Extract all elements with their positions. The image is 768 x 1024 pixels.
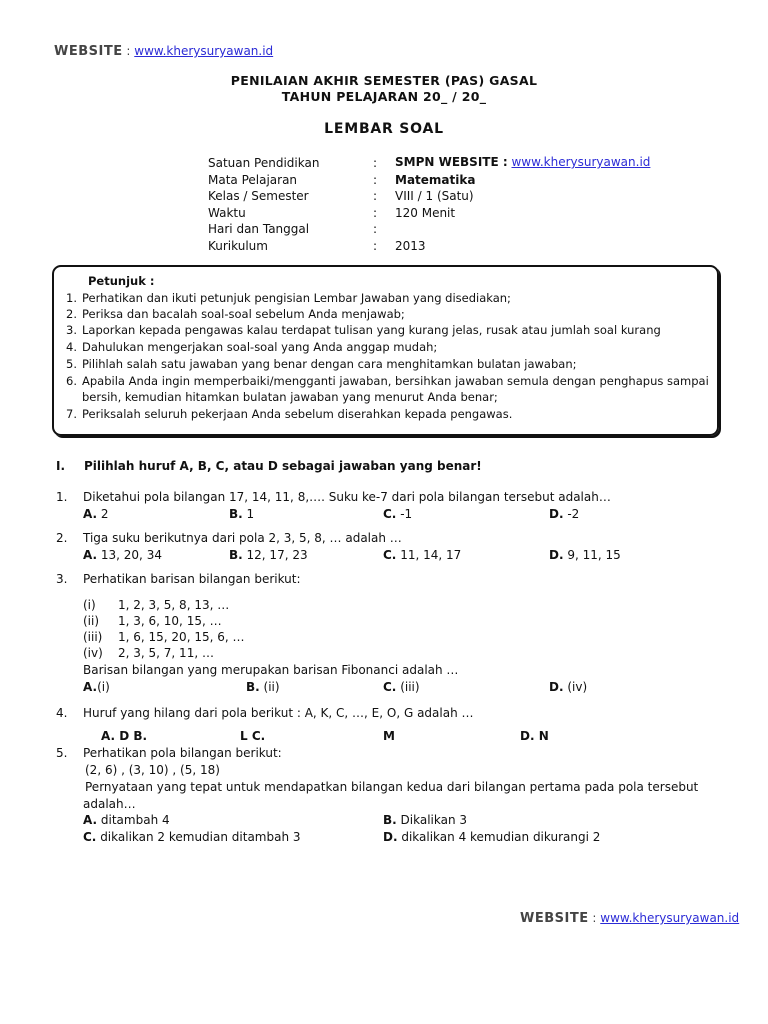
instruction-item (66, 374, 709, 388)
instruction-item (66, 357, 576, 371)
header-website (54, 44, 273, 59)
exam-heading: PENILAIAN AKHIR SEMESTER (PAS) GASAL (230, 73, 538, 88)
identity-label: Hari dan Tanggal (208, 222, 310, 236)
option-b[interactable] (229, 507, 254, 521)
identity-colon: : (373, 173, 378, 187)
option-d[interactable] (383, 830, 600, 844)
option-letter: B. (246, 680, 260, 694)
instruction-item (66, 407, 512, 421)
instruction-text: Dahulukan mengerjakan soal-soal yang Anda anggap mudah; (82, 340, 438, 354)
option-text: N (534, 729, 549, 743)
option-d[interactable] (520, 729, 549, 743)
question-text: Diketahui pola bilangan 17, 14, 11, 8,…. Suku ke-7 dari pola bilangan tersebut adalah… (83, 490, 611, 504)
identity-value: VIII / 1 (Satu) (395, 189, 474, 203)
question-prompt: Pernyataan yang tepat untuk mendapatkan bilangan kedua dari bilangan pertama pada pola tersebut (85, 780, 699, 794)
option-a[interactable] (83, 507, 109, 521)
option-text: (iii) (396, 680, 420, 694)
instruction-text: Apabila Anda ingin memperbaiki/mengganti jawaban, bersihkan jawaban semula dengan penghapus sampai (82, 374, 709, 388)
instruction-number: 6. (66, 374, 77, 388)
instruction-number: 3. (66, 323, 77, 337)
instruction-item (66, 291, 511, 305)
identity-label: Satuan Pendidikan (208, 156, 320, 170)
option-letter: C. (83, 830, 97, 844)
option-letter: A. D (101, 729, 130, 743)
option-text: dikalikan 2 kemudian ditambah 3 (96, 830, 301, 844)
identity-value (395, 155, 650, 169)
instruction-number: 1. (66, 291, 77, 305)
option-d[interactable] (549, 507, 579, 521)
question-number: 5. (56, 746, 68, 760)
roman-numeral: (iv) (83, 646, 103, 660)
instruction-text: Pilihlah salah satu jawaban yang benar dengan cara menghitamkan bulatan jawaban; (82, 357, 577, 371)
identity-colon: : (373, 206, 378, 220)
option-a[interactable] (83, 548, 162, 562)
instruction-item (66, 323, 661, 337)
identity-label: Mata Pelajaran (208, 173, 298, 187)
website-label: WEBSITE (54, 44, 123, 59)
question-number: 3. (56, 572, 68, 586)
question-number: 2. (56, 531, 68, 545)
instructions-title: Petunjuk : (88, 274, 155, 288)
sequence-text: 1, 2, 3, 5, 8, 13, … (118, 598, 230, 612)
option-d[interactable] (549, 548, 621, 562)
option-letter: D. (383, 830, 398, 844)
instruction-number: 5. (66, 357, 77, 371)
option-text: ditambah 4 (97, 813, 170, 827)
option-text: C. (247, 729, 266, 743)
option-d[interactable] (549, 680, 587, 694)
header-website-link[interactable]: www.kherysuryawan.id (134, 44, 274, 58)
question-text: Perhatikan barisan bilangan berikut: (83, 572, 301, 586)
option-c[interactable] (383, 680, 420, 694)
option-letter: C. (383, 507, 397, 521)
instruction-text: bersih, kemudian hitamkan bulatan jawaban yang menurut Anda benar; (82, 390, 498, 404)
identity-label: Kurikulum (208, 239, 268, 253)
section-number: I. (56, 459, 66, 473)
question-prompt-continued: adalah… (83, 797, 136, 811)
option-text: -1 (396, 507, 413, 521)
website-separator: : (122, 44, 135, 58)
option-text: 1 (242, 507, 255, 521)
option-c[interactable] (383, 507, 412, 521)
school-name: SMPN WEBSITE : (395, 155, 508, 169)
option-text: Dikalikan 3 (396, 813, 468, 827)
option-text: (i) (97, 680, 110, 694)
identity-label: Waktu (208, 206, 246, 220)
option-text: dikalikan 4 kemudian dikurangi 2 (397, 830, 601, 844)
identity-colon: : (373, 156, 378, 170)
identity-value: 120 Menit (395, 206, 456, 220)
option-text: 9, 11, 15 (563, 548, 621, 562)
school-year-heading: TAHUN PELAJARAN 20_ / 20_ (281, 89, 487, 104)
option-a[interactable] (101, 729, 147, 743)
sequence-text: 1, 6, 15, 20, 15, 6, … (118, 630, 245, 644)
option-letter: A. (83, 813, 98, 827)
option-text: B. (129, 729, 148, 743)
option-text: 2 (97, 507, 109, 521)
page-title: LEMBAR SOAL (324, 121, 444, 137)
instruction-text: Laporkan kepada pengawas kalau terdapat tulisan yang kurang jelas, rusak atau jumlah soal kurang (82, 323, 661, 337)
question-text: Tiga suku berikutnya dari pola 2, 3, 5, 8, … adalah … (83, 531, 402, 545)
option-b[interactable] (229, 548, 308, 562)
option-letter: A. (83, 548, 98, 562)
option-text: 11, 14, 17 (396, 548, 462, 562)
website-separator: : (588, 911, 601, 925)
option-letter: A. (83, 680, 98, 694)
option-letter: D. (549, 548, 564, 562)
option-letter: B. (383, 813, 397, 827)
instruction-item (66, 340, 437, 354)
instruction-text: Perhatikan dan ikuti petunjuk pengisian Lembar Jawaban yang disediakan; (82, 291, 511, 305)
question-number: 4. (56, 706, 68, 720)
option-letter: C. (383, 548, 397, 562)
sequence-text: 1, 3, 6, 10, 15, … (118, 614, 222, 628)
identity-value: 2013 (395, 239, 426, 253)
option-b[interactable] (246, 680, 280, 694)
option-a[interactable] (83, 680, 110, 694)
option-letter: L (240, 729, 248, 743)
option-letter: A. (83, 507, 98, 521)
identity-colon: : (373, 239, 378, 253)
instruction-item (66, 390, 498, 404)
identity-label: Kelas / Semester (208, 189, 309, 203)
website-label: WEBSITE (520, 911, 589, 926)
option-c[interactable] (383, 548, 461, 562)
option-c[interactable] (83, 830, 301, 844)
instruction-number: 4. (66, 340, 77, 354)
roman-numeral: (ii) (83, 614, 100, 628)
option-text: 12, 17, 23 (242, 548, 308, 562)
question-text: Perhatikan pola bilangan berikut: (83, 746, 282, 760)
option-letter: B. (229, 548, 243, 562)
instruction-item (66, 307, 405, 321)
option-a[interactable] (83, 813, 170, 827)
footer-website-link[interactable]: www.kherysuryawan.id (600, 911, 740, 925)
school-website-link[interactable]: www.kherysuryawan.id (511, 155, 651, 169)
option-letter: D. (549, 507, 564, 521)
option-text: (ii) (259, 680, 280, 694)
option-b[interactable] (240, 729, 265, 743)
section-instruction: Pilihlah huruf A, B, C, atau D sebagai jawaban yang benar! (84, 459, 482, 473)
option-text: 13, 20, 34 (97, 548, 162, 562)
option-letter: B. (229, 507, 243, 521)
instruction-text: Periksalah seluruh pekerjaan Anda sebelum diserahkan kepada pengawas. (82, 407, 513, 421)
subject-name: Matematika (395, 173, 476, 187)
question-text: Huruf yang hilang dari pola berikut : A, K, C, …, E, O, G adalah … (83, 706, 474, 720)
question-prompt: Barisan bilangan yang merupakan barisan Fibonanci adalah … (83, 663, 459, 677)
option-b[interactable] (383, 813, 467, 827)
instruction-number: 2. (66, 307, 77, 321)
option-letter: M (383, 729, 395, 743)
question-number: 1. (56, 490, 68, 504)
roman-numeral: (iii) (83, 630, 103, 644)
option-letter: D. (549, 680, 564, 694)
option-c[interactable] (383, 729, 395, 743)
option-text: -2 (563, 507, 580, 521)
instruction-number: 7. (66, 407, 77, 421)
identity-value (395, 173, 475, 187)
roman-numeral: (i) (83, 598, 96, 612)
identity-colon: : (373, 189, 378, 203)
sequence-text: 2, 3, 5, 7, 11, … (118, 646, 214, 660)
instruction-text: Periksa dan bacalah soal-soal sebelum Anda menjawab; (82, 307, 405, 321)
identity-colon: : (373, 222, 378, 236)
option-letter: D. (520, 729, 535, 743)
number-pairs: (2, 6) , (3, 10) , (5, 18) (85, 763, 220, 777)
option-text: (iv) (563, 680, 588, 694)
option-letter: C. (383, 680, 397, 694)
footer-website (520, 911, 739, 926)
